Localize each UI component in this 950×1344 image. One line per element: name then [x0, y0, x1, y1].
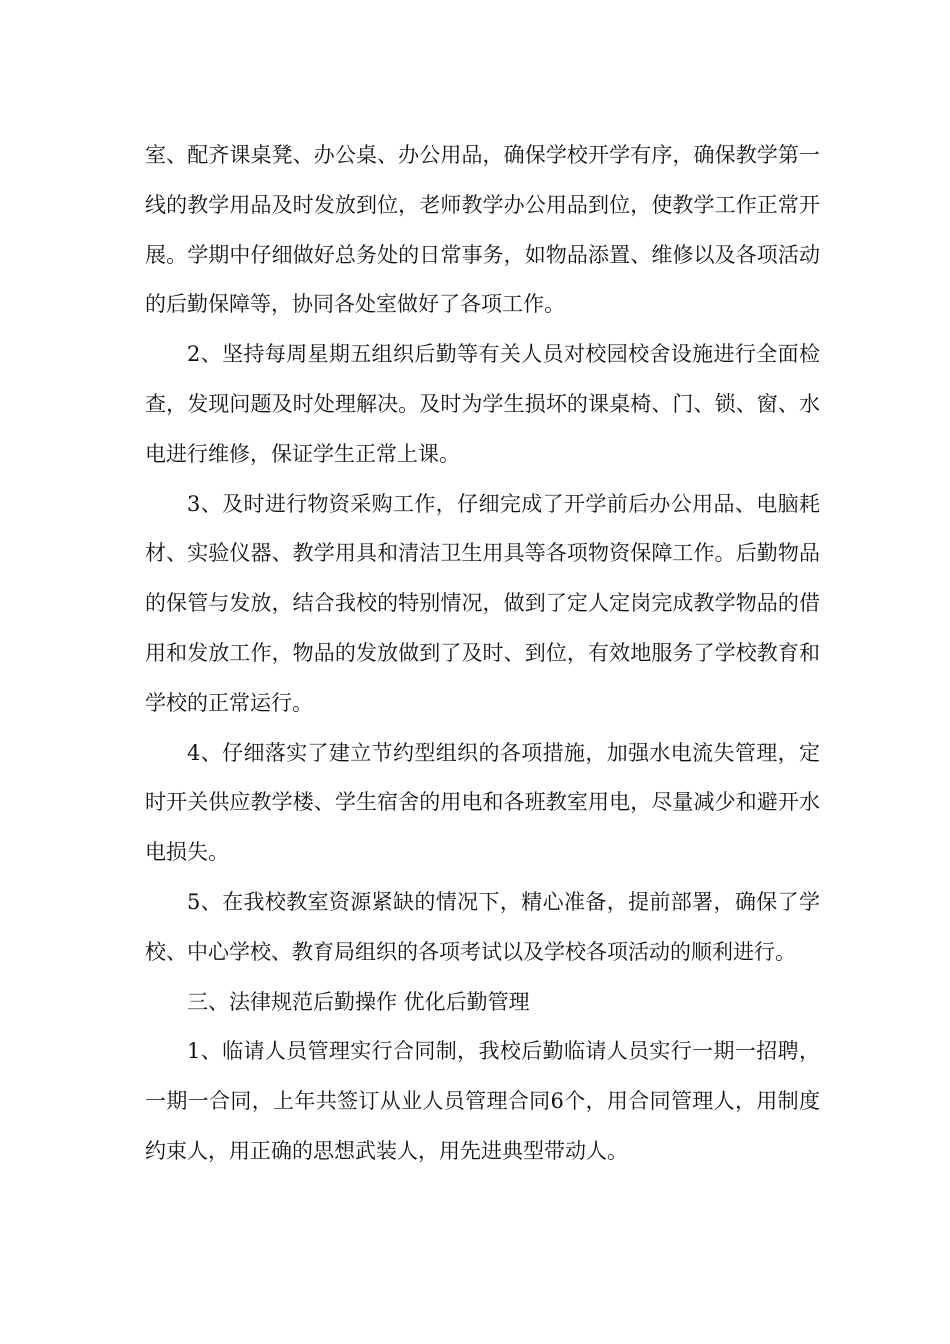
section-heading-3: 三、法律规范后勤操作 优化后勤管理 [187, 989, 530, 1014]
paragraph-continuation: 室、配齐课桌凳、办公桌、办公用品，确保学校开学有序，确保教学第一线的教学用品及时发放到位，老师教学办公用品到位，使教学工作正常开展。学期中仔细做好总务处的日常事务，如物品添置、维修以及各项活动的后勤保障等，协同各处室做好了各项工作。 [145, 143, 820, 317]
paragraph-item-3: 3、及时进行物资采购工作，仔细完成了开学前后办公用品、电脑耗材、实验仪器、教学用具和清洁卫生用具等各项物资保障工作。后勤物品的保管与发放，结合我校的特别情况，做到了定人定岗完成教学物品的借用和发放工作，物品的发放做到了及时、到位，有效地服务了学校教育和学校的正常运行。 [145, 491, 820, 715]
paragraph-item-4: 4、仔细落实了建立节约型组织的各项措施，加强水电流失管理，定时开关供应教学楼、学生宿舍的用电和各班教室用电，尽量减少和避开水电损失。 [145, 740, 820, 865]
paragraph-item-5: 5、在我校教室资源紧缺的情况下，精心准备，提前部署，确保了学校、中心学校、教育局组织的各项考试以及学校各项活动的顺利进行。 [145, 889, 820, 964]
document-body [145, 131, 820, 1177]
paragraph-item-2: 2、坚持每周星期五组织后勤等有关人员对校园校舍设施进行全面检查，发现问题及时处理解决。及时为学生损坏的课桌椅、门、锁、窗、水电进行维修，保证学生正常上课。 [145, 342, 820, 466]
paragraph-section-3-item-1: 1、临请人员管理实行合同制，我校后勤临请人员实行一期一招聘，一期一合同，上年共签订从业人员管理合同6个，用合同管理人，用制度约束人，用正确的思想武装人，用先进典型带动人。 [145, 1039, 820, 1163]
